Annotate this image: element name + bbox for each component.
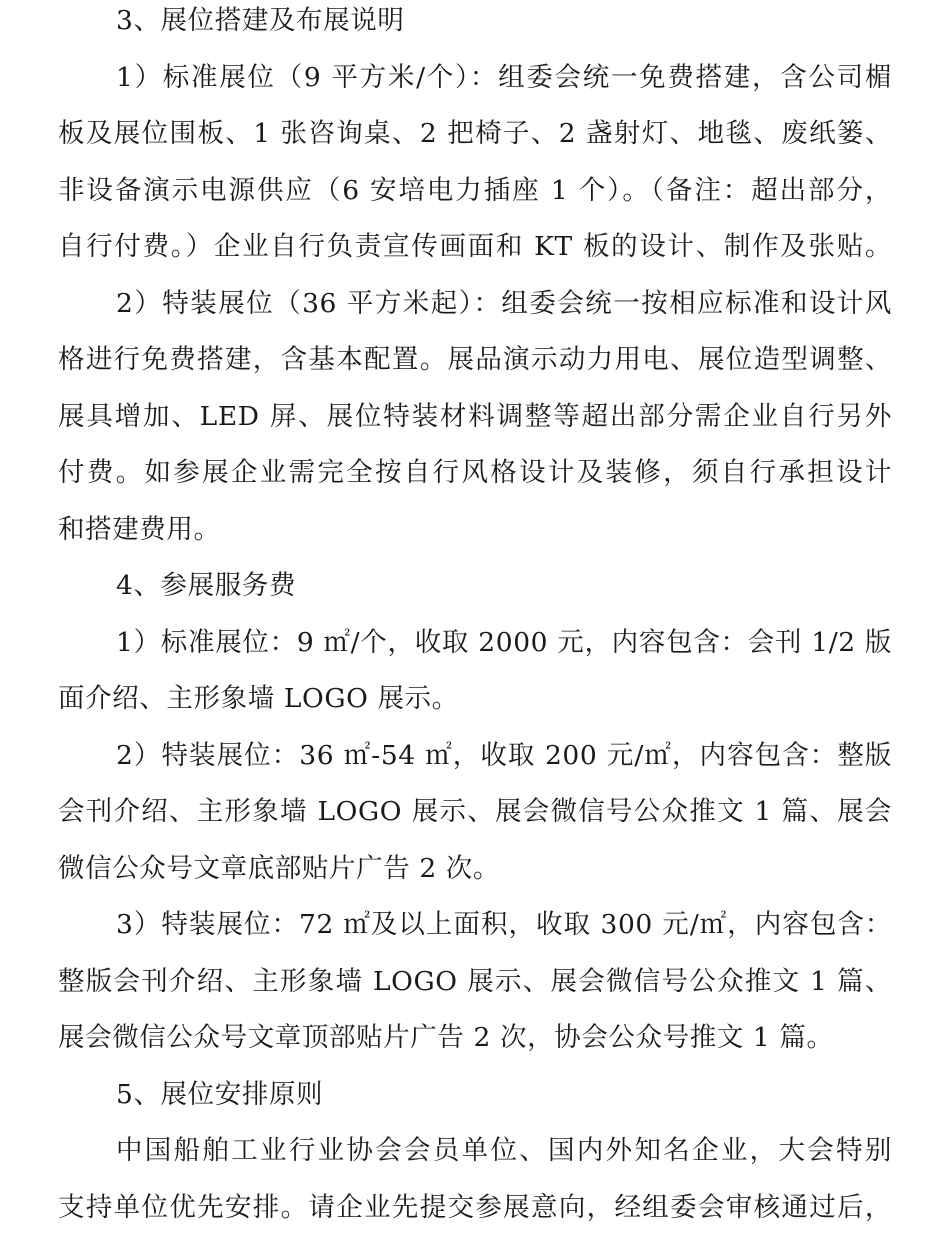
section-4-item-3	[58, 897, 892, 1067]
paragraph-line: 3）特装展位：72 ㎡及以上面积，收取 300 元/㎡，内容包含：	[116, 909, 892, 940]
section-4-item-2	[58, 728, 892, 898]
paragraph-line: 展会微信公众号文章顶部贴片广告 2 次，协会公众号推文 1 篇。	[58, 1022, 834, 1053]
paragraph-line: 格进行免费搭建，含基本配置。展品演示动力用电、展位造型调整、	[58, 344, 892, 375]
paragraph-line: 1）标准展位：9 ㎡/个，收取 2000 元，内容包含：会刊 1/2 版	[116, 626, 892, 658]
paragraph-line: 中国船舶工业行业协会会员单位、国内外知名企业，大会特别	[116, 1135, 892, 1166]
paragraph-line: 2）特装展位（36 平方米起）：组委会统一按相应标准和设计风	[116, 287, 892, 319]
section-3-heading: 3、展位搭建及布展说明	[116, 5, 405, 36]
section-4-heading: 4、参展服务费	[116, 570, 297, 601]
paragraph-line: 面介绍、主形象墙 LOGO 展示。	[58, 683, 459, 714]
paragraph-line: 2）特装展位：36 ㎡-54 ㎡，收取 200 元/㎡，内容包含：整版	[116, 739, 892, 771]
paragraph-line: 微信公众号文章底部贴片广告 2 次。	[58, 852, 501, 884]
paragraph-line: 展具增加、LED 屏、展位特装材料调整等超出部分需企业自行另外	[58, 400, 892, 432]
paragraph-line: 支持单位优先安排。请企业先提交参展意向，经组委会审核通过后，	[58, 1191, 892, 1223]
paragraph-line: 自行付费。）企业自行负责宣传画面和 KT 板的设计、制作及张贴。	[58, 231, 892, 262]
section-5-heading: 5、展位安排原则	[116, 1078, 324, 1110]
paragraph-line: 非设备演示电源供应（6 安培电力插座 1 个）。（备注：超出部分，	[58, 174, 892, 206]
paragraph-line: 付费。如参展企业需完全按自行风格设计及装修，须自行承担设计	[58, 457, 892, 488]
paragraph-line: 整版会刊介绍、主形象墙 LOGO 展示、展会微信号公众推文 1 篇、	[58, 965, 892, 997]
paragraph-line: 和搭建费用。	[58, 513, 221, 545]
section-3-item-2	[58, 276, 892, 559]
document-page	[58, 0, 892, 1236]
paragraph-line: 1）标准展位（9 平方米/个）：组委会统一免费搭建，含公司楣	[116, 61, 892, 93]
section-4-item-1	[58, 615, 892, 728]
section-3-item-1	[58, 50, 892, 276]
paragraph-line: 会刊介绍、主形象墙 LOGO 展示、展会微信号公众推文 1 篇、展会	[58, 796, 892, 827]
paragraph-line: 板及展位围板、1 张咨询桌、2 把椅子、2 盏射灯、地毯、废纸篓、	[58, 118, 892, 149]
section-5-paragraph	[58, 1123, 892, 1236]
